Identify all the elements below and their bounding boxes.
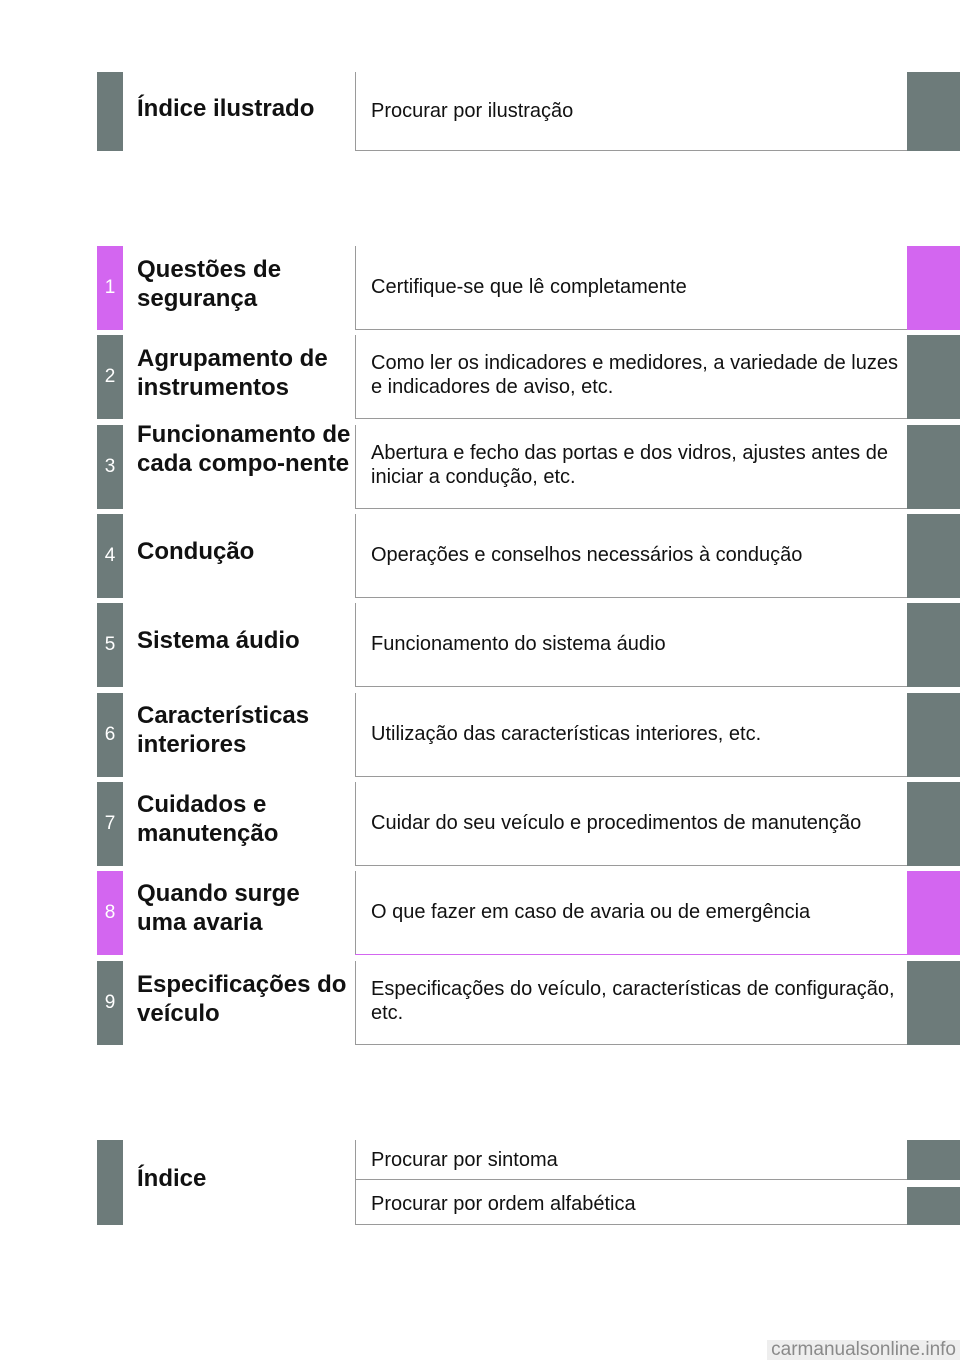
chapter-row-7[interactable] (0, 782, 960, 866)
chapter-description: O que fazer em caso de avaria ou de emergência (371, 901, 811, 923)
chapter-row-8[interactable] (0, 871, 960, 955)
divider-vertical (355, 246, 356, 330)
index-item-label: Procurar por ordem alfabética (371, 1193, 636, 1215)
divider-vertical (355, 72, 356, 151)
divider-horizontal (355, 1044, 907, 1045)
watermark: carmanualsonline.info (767, 1340, 960, 1360)
chapter-side-tab (907, 425, 960, 509)
chapter-title: Agrupamento de instrumentos (137, 345, 328, 401)
divider-vertical (355, 425, 356, 509)
chapter-number-tab: 6 (97, 693, 123, 777)
chapter-title: Características interiores (137, 702, 310, 758)
chapter-number-tab: 3 (97, 425, 123, 509)
chapter-number-tab: 1 (97, 246, 123, 330)
divider-horizontal (355, 329, 907, 330)
divider-vertical (355, 871, 356, 955)
chapter-number-tab: 4 (97, 514, 123, 598)
divider-vertical (355, 693, 356, 777)
index-title: Índice (137, 1165, 207, 1192)
divider-vertical (355, 961, 356, 1045)
chapter-row-2[interactable] (0, 335, 960, 419)
divider-vertical (355, 335, 356, 419)
divider-vertical (355, 603, 356, 687)
divider-horizontal (355, 597, 907, 598)
chapter-number-tab: 7 (97, 782, 123, 866)
chapter-title: Especificações do veículo (137, 971, 347, 1027)
chapter-title: Funcionamento de cada compo-nente (137, 421, 351, 477)
divider-horizontal (355, 776, 907, 777)
chapter-description: Abertura e fecho das portas e dos vidros, ajustes antes de iniciar a condução, etc. (371, 442, 888, 488)
divider-horizontal (355, 954, 907, 955)
chapter-title: Sistema áudio (137, 627, 300, 654)
index-side-tab (907, 1187, 960, 1225)
chapter-row-4[interactable] (0, 514, 960, 598)
divider-horizontal (355, 1224, 907, 1225)
index-side-tab (907, 1140, 960, 1180)
chapter-row-6[interactable] (0, 693, 960, 777)
chapter-side-tab (907, 961, 960, 1045)
chapter-title: Condução (137, 538, 255, 565)
illustrated-index-description: Procurar por ilustração (371, 100, 574, 122)
chapter-description: Certifique-se que lê completamente (371, 276, 687, 298)
divider-horizontal (355, 1179, 907, 1180)
chapter-side-tab (907, 246, 960, 330)
chapter-description: Funcionamento do sistema áudio (371, 633, 666, 655)
chapter-side-tab (907, 335, 960, 419)
chapter-description: Especificações do veículo, características de configuração, etc. (371, 978, 895, 1024)
left-tab (97, 72, 123, 151)
divider-horizontal (355, 418, 907, 419)
chapter-side-tab (907, 603, 960, 687)
chapter-side-tab (907, 871, 960, 955)
chapter-title: Questões de segurança (137, 256, 282, 312)
chapter-side-tab (907, 514, 960, 598)
illustrated-index-title: Índice ilustrado (137, 95, 315, 122)
divider-vertical (355, 514, 356, 598)
chapter-row-5[interactable] (0, 603, 960, 687)
right-tab (907, 72, 960, 151)
chapter-number-tab: 8 (97, 871, 123, 955)
chapter-description: Utilização das características interiores, etc. (371, 723, 762, 745)
divider-horizontal (355, 508, 907, 509)
divider-vertical (355, 782, 356, 866)
chapter-side-tab (907, 782, 960, 866)
chapter-number-tab: 2 (97, 335, 123, 419)
chapter-number-tab: 5 (97, 603, 123, 687)
chapter-row-3[interactable] (0, 421, 960, 509)
divider-horizontal (355, 686, 907, 687)
chapter-row-1[interactable] (0, 246, 960, 330)
chapter-description: Como ler os indicadores e medidores, a variedade de luzes e indicadores de aviso, etc. (371, 352, 898, 398)
index-item-symptom[interactable] (0, 1140, 960, 1180)
divider-horizontal (355, 150, 907, 151)
chapter-row-9[interactable] (0, 961, 960, 1045)
divider-horizontal (355, 865, 907, 866)
chapter-side-tab (907, 693, 960, 777)
chapter-title: Quando surge uma avaria (137, 880, 300, 936)
chapter-description: Cuidar do seu veículo e procedimentos de manutenção (371, 812, 862, 834)
index-item-alphabetical[interactable] (0, 1187, 960, 1225)
chapter-number-tab: 9 (97, 961, 123, 1045)
chapter-description: Operações e conselhos necessários à condução (371, 544, 803, 566)
index-section (0, 1140, 960, 1225)
index-item-label: Procurar por sintoma (371, 1149, 558, 1171)
illustrated-index-row[interactable] (0, 72, 960, 151)
chapter-title: Cuidados e manutenção (137, 791, 279, 847)
